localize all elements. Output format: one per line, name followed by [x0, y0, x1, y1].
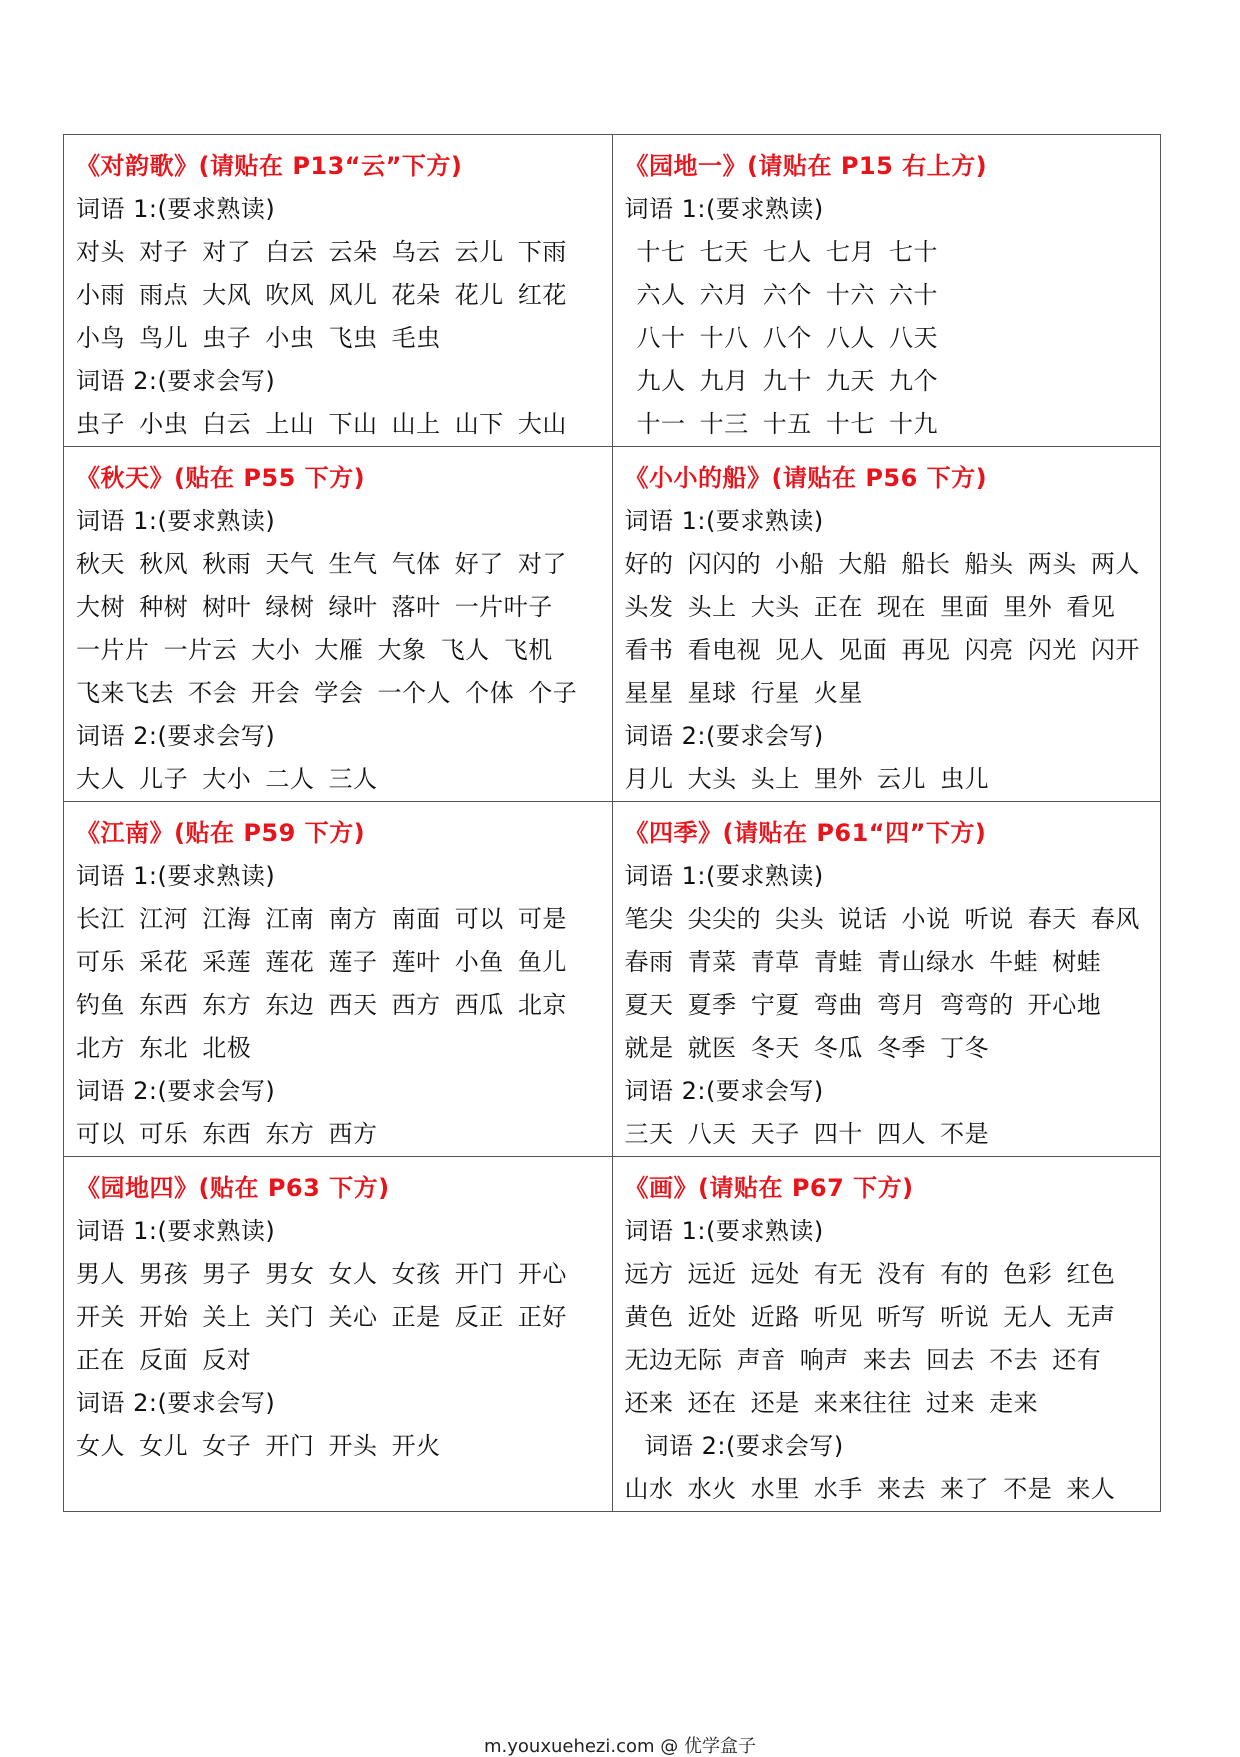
word-line: 月儿 大头 头上 里外 云儿 虫儿 — [624, 765, 990, 793]
lesson-cell-jiangnan — [64, 802, 613, 1157]
vocab-heading: 词语 2:(要求会写) — [76, 722, 276, 750]
lesson-title: 《画》(请贴在 P67 下方) — [624, 1174, 914, 1202]
word-line: 飞来飞去 不会 开会 学会 一个人 个体 个子 — [76, 679, 578, 707]
word-line: 黄色 近处 近路 听见 听写 听说 无人 无声 — [624, 1303, 1116, 1331]
vocab-heading: 词语 1:(要求熟读) — [624, 507, 824, 535]
word-line: 小雨 雨点 大风 吹风 风儿 花朵 花儿 红花 — [76, 281, 567, 309]
vocabulary-table — [63, 134, 1161, 1512]
word-line: 可乐 采花 采莲 莲花 莲子 莲叶 小鱼 鱼儿 — [76, 948, 567, 976]
word-line: 还来 还在 还是 来来往往 过来 走来 — [624, 1389, 1039, 1417]
lesson-cell-yuandi-yi — [612, 135, 1161, 447]
word-line: 可以 可乐 东西 东方 西方 — [76, 1120, 378, 1148]
word-line: 八十 十八 八个 八人 八天 — [636, 324, 939, 352]
page-footer: m.youxuehezi.com @ 优学盒子 — [483, 1736, 756, 1757]
lesson-title: 《园地四》(贴在 P63 下方) — [76, 1174, 390, 1202]
lesson-title: 《秋天》(贴在 P55 下方) — [76, 464, 366, 492]
word-line: 山水 水火 水里 水手 来去 来了 不是 来人 — [624, 1475, 1116, 1503]
vocab-heading: 词语 2:(要求会写) — [76, 1077, 276, 1105]
word-line: 星星 星球 行星 火星 — [624, 679, 863, 707]
word-line: 就是 就医 冬天 冬瓜 冬季 丁冬 — [624, 1034, 990, 1062]
word-line: 开关 开始 关上 关门 关心 正是 反正 正好 — [76, 1303, 567, 1331]
word-line: 远方 远近 远处 有无 没有 有的 色彩 红色 — [624, 1260, 1116, 1288]
vocab-heading: 词语 1:(要求熟读) — [76, 862, 276, 890]
vocab-heading: 词语 2:(要求会写) — [76, 367, 276, 395]
word-line: 长江 江河 江海 江南 南方 南面 可以 可是 — [76, 905, 567, 933]
word-line: 笔尖 尖尖的 尖头 说话 小说 听说 春天 春风 — [624, 905, 1140, 933]
table-row — [64, 1157, 1161, 1512]
lesson-title: 《小小的船》(请贴在 P56 下方) — [624, 464, 988, 492]
vocab-heading: 词语 1:(要求熟读) — [76, 507, 276, 535]
vocab-heading: 词语 2:(要求会写) — [624, 1077, 824, 1105]
vocab-heading: 词语 1:(要求熟读) — [76, 1217, 276, 1245]
lesson-cell-yuandi-si — [64, 1157, 613, 1512]
word-line: 一片片 一片云 大小 大雁 大象 飞人 飞机 — [76, 636, 553, 664]
lesson-cell-siji — [612, 802, 1161, 1157]
vocab-heading: 词语 1:(要求熟读) — [624, 1217, 824, 1245]
lesson-title: 《园地一》(请贴在 P15 右上方) — [624, 152, 988, 180]
word-line: 虫子 小虫 白云 上山 下山 山上 山下 大山 — [76, 410, 567, 438]
lesson-title: 《江南》(贴在 P59 下方) — [76, 819, 366, 847]
vocab-heading: 词语 2:(要求会写) — [644, 1432, 844, 1460]
word-line: 三天 八天 天子 四十 四人 不是 — [624, 1120, 990, 1148]
word-line: 无边无际 声音 响声 来去 回去 不去 还有 — [624, 1346, 1102, 1374]
table-row — [64, 447, 1161, 802]
vocab-heading: 词语 1:(要求熟读) — [624, 862, 824, 890]
word-line: 六人 六月 六个 十六 六十 — [636, 281, 939, 309]
vocab-heading: 词语 1:(要求熟读) — [76, 195, 276, 223]
word-line: 大人 儿子 大小 二人 三人 — [76, 765, 378, 793]
lesson-cell-hua — [612, 1157, 1161, 1512]
vocab-heading: 词语 1:(要求熟读) — [624, 195, 824, 223]
word-line: 正在 反面 反对 — [76, 1346, 252, 1374]
word-line: 好的 闪闪的 小船 大船 船长 船头 两头 两人 — [624, 550, 1140, 578]
word-line: 十一 十三 十五 十七 十九 — [636, 410, 939, 438]
vocab-heading: 词语 2:(要求会写) — [624, 722, 824, 750]
word-line: 秋天 秋风 秋雨 天气 生气 气体 好了 对了 — [76, 550, 567, 578]
table-row — [64, 135, 1161, 447]
word-line: 看书 看电视 见人 见面 再见 闪亮 闪光 闪开 — [624, 636, 1140, 664]
word-line: 小鸟 鸟儿 虫子 小虫 飞虫 毛虫 — [76, 324, 441, 352]
word-line: 对头 对子 对了 白云 云朵 乌云 云儿 下雨 — [76, 238, 567, 266]
vocab-heading: 词语 2:(要求会写) — [76, 1389, 276, 1417]
word-line: 男人 男孩 男子 男女 女人 女孩 开门 开心 — [76, 1260, 567, 1288]
lesson-cell-xiaoxiao-de-chuan — [612, 447, 1161, 802]
lesson-cell-duiyunge — [64, 135, 613, 447]
word-line: 春雨 青菜 青草 青蛙 青山绿水 牛蛙 树蛙 — [624, 948, 1102, 976]
word-line: 九人 九月 九十 九天 九个 — [636, 367, 939, 395]
lesson-title: 《对韵歌》(请贴在 P13“云”下方) — [76, 152, 463, 180]
word-line: 大树 种树 树叶 绿树 绿叶 落叶 一片叶子 — [76, 593, 553, 621]
word-line: 钓鱼 东西 东方 东边 西天 西方 西瓜 北京 — [76, 991, 567, 1019]
word-line: 女人 女儿 女子 开门 开头 开火 — [76, 1432, 441, 1460]
word-line: 十七 七天 七人 七月 七十 — [636, 238, 939, 266]
word-line: 北方 东北 北极 — [76, 1034, 252, 1062]
table-row — [64, 802, 1161, 1157]
word-line: 头发 头上 大头 正在 现在 里面 里外 看见 — [624, 593, 1116, 621]
lesson-title: 《四季》(请贴在 P61“四”下方) — [624, 819, 987, 847]
lesson-cell-qiutian — [64, 447, 613, 802]
word-line: 夏天 夏季 宁夏 弯曲 弯月 弯弯的 开心地 — [624, 991, 1102, 1019]
